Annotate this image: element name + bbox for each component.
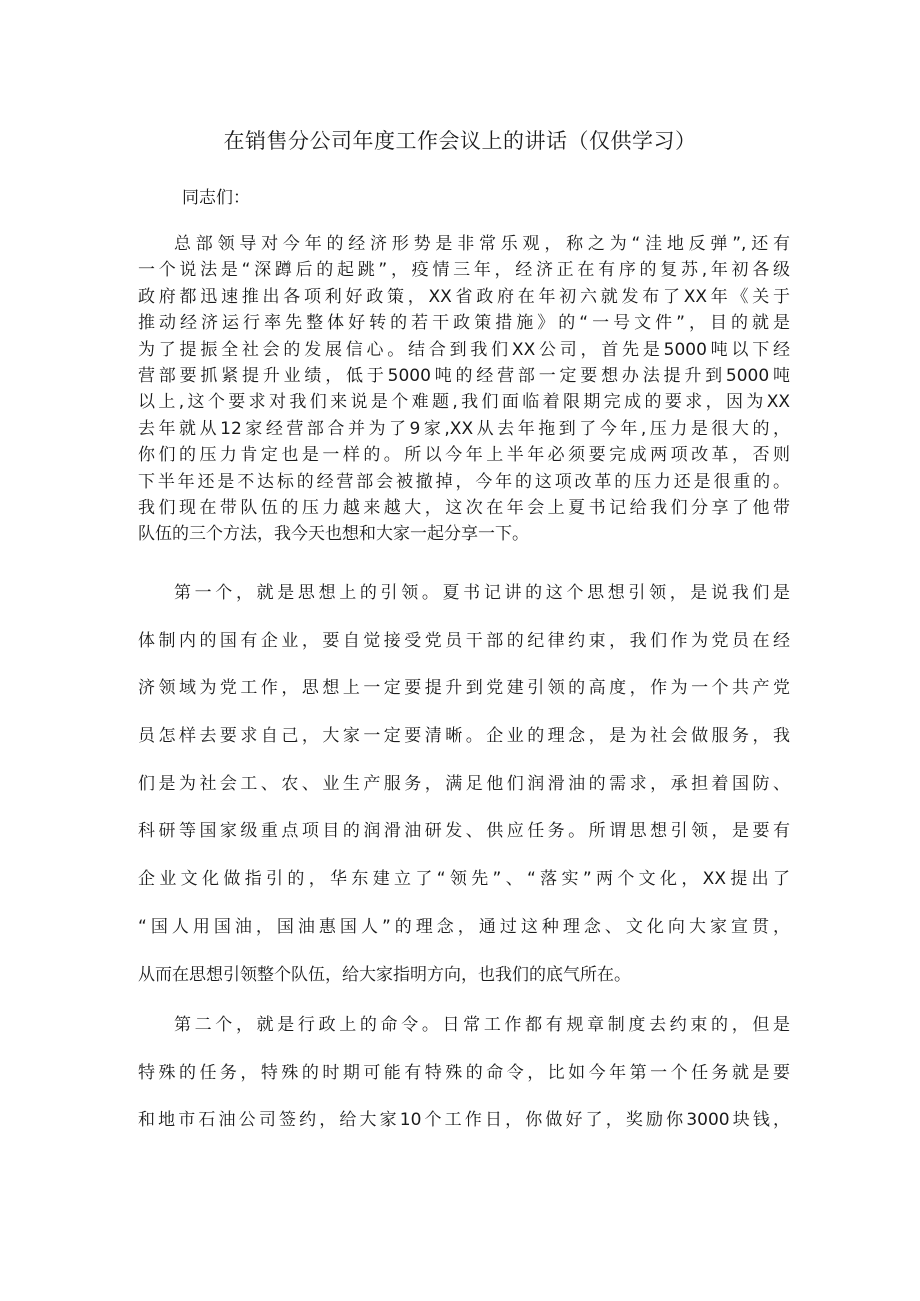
text-line: 政府都迅速推出各项利好政策，XX省政府在年初六就发布了XX年《关于	[138, 286, 790, 307]
text-line: 以上,这个要求对我们来说是个难题,我们面临着限期完成的要求，因为XX	[138, 392, 790, 413]
text-line: 队伍的三个方法，我今天也想和大家一起分享一下。	[138, 524, 529, 545]
text-line: 我们现在带队伍的压力越来越大，这次在年会上夏书记给我们分享了他带	[138, 497, 790, 518]
text-line: 特殊的任务，特殊的时期可能有特殊的命令，比如今年第一个任务就是要	[138, 1062, 790, 1083]
text-line: 和地市石油公司签约，给大家10个工作日，你做好了，奖励你3000块钱，	[138, 1110, 790, 1130]
text-line: 员怎样去要求自己，大家一定要清晰。企业的理念，是为社会做服务，我	[138, 726, 790, 747]
salutation: 同志们：	[182, 188, 250, 208]
text-line: 一个说法是“深蹲后的起跳”，疫情三年，经济正在有序的复苏,年初各级	[138, 260, 790, 281]
text-line: 为了提振全社会的发展信心。结合到我们XX公司，首先是5000吨以下经	[138, 339, 790, 360]
document-title: 在销售分公司年度工作会议上的讲话（仅供学习）	[223, 129, 697, 153]
text-line: 你们的压力肯定也是一样的。所以今年上半年必须要完成两项改革，否则	[138, 445, 790, 466]
paragraph-3	[138, 1010, 790, 1153]
text-line: 去年就从12家经营部合并为了9家,XX从去年拖到了今年,压力是很大的，	[138, 418, 790, 439]
text-line: 们是为社会工、农、业生产服务，满足他们润滑油的需求，承担着国防、	[138, 773, 790, 794]
text-line: 科研等国家级重点项目的润滑油研发、供应任务。所谓思想引领，是要有	[138, 821, 790, 842]
paragraph-2	[138, 578, 790, 1007]
text-line: 第一个，就是思想上的引领。夏书记讲的这个思想引领，是说我们是	[174, 583, 790, 603]
paragraph-1	[138, 231, 790, 548]
text-line: 从而在思想引领整个队伍，给大家指明方向，也我们的底气所在。	[138, 964, 631, 985]
text-line: 济领域为党工作，思想上一定要提升到党建引领的高度，作为一个共产党	[138, 678, 790, 699]
text-line: 体制内的国有企业，要自觉接受党员干部的纪律约束，我们作为党员在经	[138, 630, 790, 651]
text-line: 总部领导对今年的经济形势是非常乐观，称之为“洼地反弹”,还有	[174, 234, 790, 254]
text-line: 企业文化做指引的，华东建立了“领先”、“落实”两个文化，XX提出了	[138, 869, 790, 890]
text-line: 下半年还是不达标的经营部会被撤掉，今年的这项改革的压力还是很重的。	[138, 471, 790, 492]
text-line: 推动经济运行率先整体好转的若干政策措施》的“一号文件”，目的就是	[138, 313, 790, 334]
text-line: “国人用国油，国油惠国人”的理念，通过这种理念、文化向大家宣贯，	[138, 916, 790, 937]
text-line: 营部要抓紧提升业绩，低于5000吨的经营部一定要想办法提升到5000吨	[138, 365, 790, 386]
text-line: 第二个，就是行政上的命令。日常工作都有规章制度去约束的，但是	[174, 1015, 790, 1035]
